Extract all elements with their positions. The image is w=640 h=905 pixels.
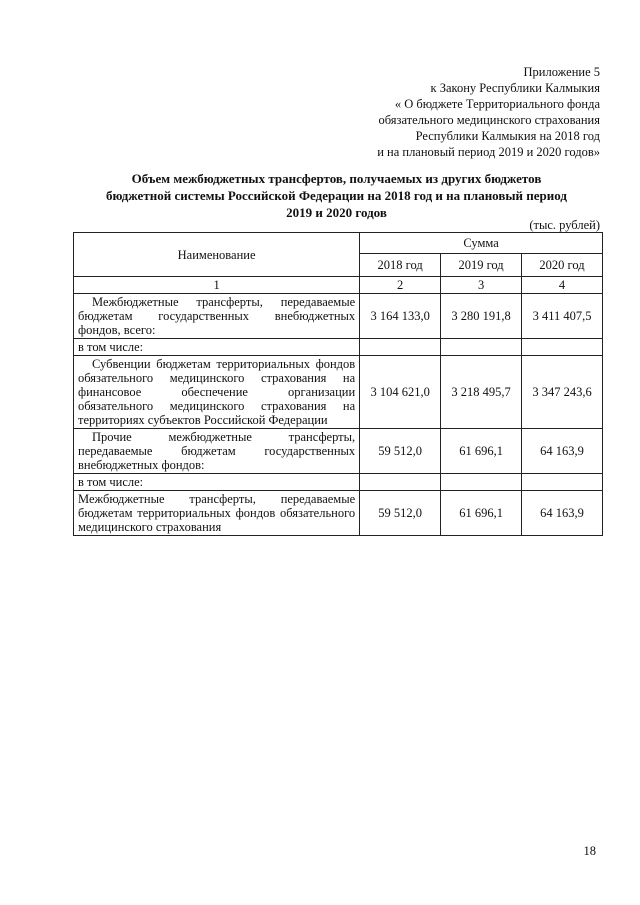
row-value-2019: 61 696,1 — [441, 429, 522, 474]
row-name: Межбюджетные трансферты, передаваемые бюджетам территориальных фондов обязательного медицинского страхования — [74, 491, 360, 536]
row-value-2019 — [441, 339, 522, 356]
table-row — [74, 474, 603, 491]
row-value-2020 — [522, 339, 603, 356]
header-year: 2019 год — [441, 254, 522, 277]
row-value-2018: 3 104 621,0 — [360, 356, 441, 429]
title-line: Объем межбюджетных трансфертов, получаемых из других бюджетов — [131, 171, 542, 186]
row-value-2020 — [522, 474, 603, 491]
header-sum: Сумма — [360, 233, 603, 254]
row-value-2019: 3 218 495,7 — [441, 356, 522, 429]
appendix-reference — [377, 64, 600, 160]
column-number: 3 — [441, 277, 522, 294]
transfers-table — [73, 232, 603, 536]
units-label: (тыс. рублей) — [529, 218, 600, 232]
table-row — [74, 339, 603, 356]
appendix-line: и на плановый период 2019 и 2020 годов» — [377, 145, 600, 159]
column-number: 2 — [360, 277, 441, 294]
document-title — [70, 170, 603, 221]
header-name: Наименование — [74, 233, 360, 277]
page-number: 18 — [583, 844, 596, 858]
row-value-2020: 64 163,9 — [522, 429, 603, 474]
row-name: в том числе: — [74, 339, 360, 356]
row-name: в том числе: — [74, 474, 360, 491]
appendix-line: Приложение 5 — [523, 65, 600, 79]
column-number: 1 — [74, 277, 360, 294]
row-name: Межбюджетные трансферты, передаваемые бюджетам государственных внебюджетных фондов, всего: — [74, 294, 360, 339]
appendix-line: к Закону Республики Калмыкия — [430, 81, 600, 95]
row-value-2018 — [360, 339, 441, 356]
row-value-2018: 59 512,0 — [360, 491, 441, 536]
row-name: Прочие межбюджетные трансферты, передаваемые бюджетам государственных внебюджетных фондов: — [74, 429, 360, 474]
row-value-2018 — [360, 474, 441, 491]
appendix-line: « О бюджете Территориального фонда — [394, 97, 600, 111]
table-row — [74, 356, 603, 429]
row-value-2019 — [441, 474, 522, 491]
row-value-2018: 59 512,0 — [360, 429, 441, 474]
title-line: 2019 и 2020 годов — [286, 205, 387, 220]
column-numbers-row — [74, 277, 603, 294]
header-year: 2018 год — [360, 254, 441, 277]
row-value-2020: 3 411 407,5 — [522, 294, 603, 339]
column-number: 4 — [522, 277, 603, 294]
table-row — [74, 491, 603, 536]
row-value-2019: 61 696,1 — [441, 491, 522, 536]
title-line: бюджетной системы Российской Федерации на 2018 год и на плановый период — [106, 188, 567, 203]
header-year: 2020 год — [522, 254, 603, 277]
row-value-2020: 3 347 243,6 — [522, 356, 603, 429]
table-header-row — [74, 233, 603, 254]
row-value-2018: 3 164 133,0 — [360, 294, 441, 339]
table-row — [74, 294, 603, 339]
row-value-2019: 3 280 191,8 — [441, 294, 522, 339]
row-value-2020: 64 163,9 — [522, 491, 603, 536]
table-row — [74, 429, 603, 474]
appendix-line: обязательного медицинского страхования — [378, 113, 600, 127]
appendix-line: Республики Калмыкия на 2018 год — [415, 129, 600, 143]
row-name: Субвенции бюджетам территориальных фондов обязательного медицинского страхования на финансовое обеспечение организации обязательного медицинского страхования на территориях субъектов Российской Федерации — [74, 356, 360, 429]
